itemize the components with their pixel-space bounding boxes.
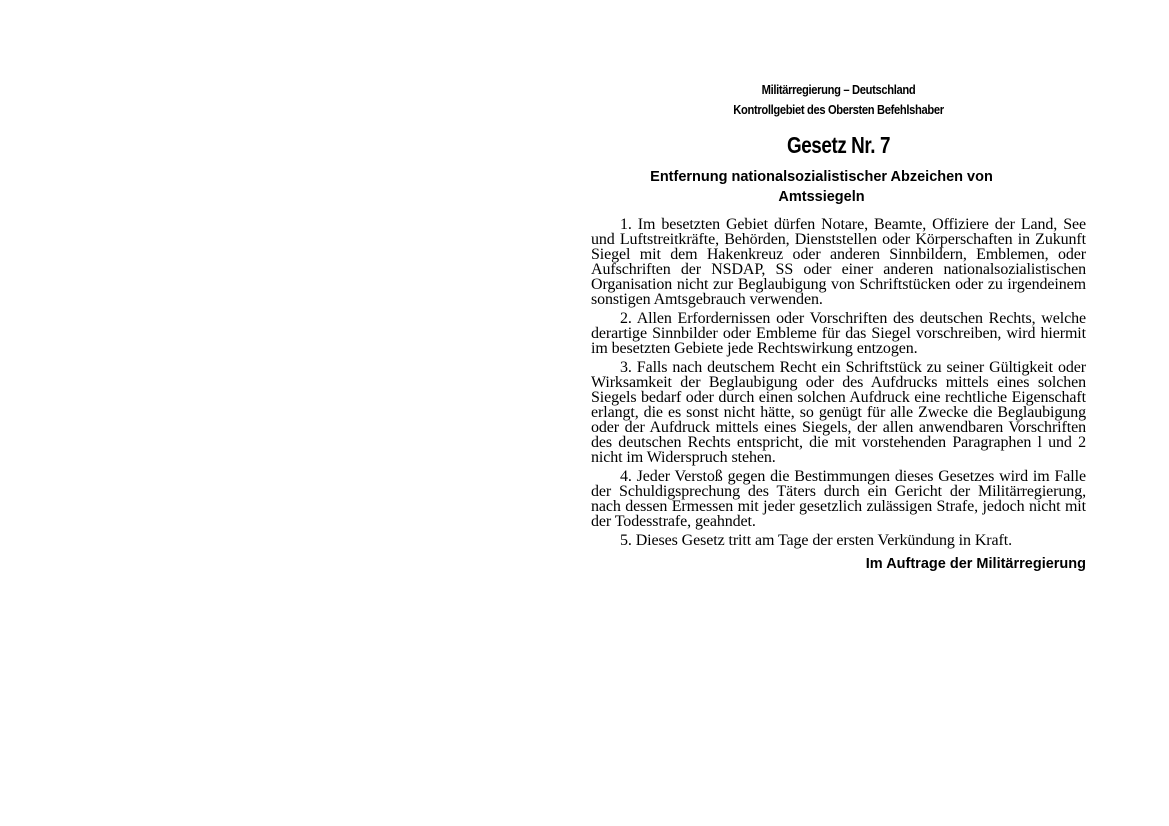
law-subtitle: Entfernung nationalsozialistischer Abzeichen von Amtssiegeln xyxy=(650,169,993,205)
issuing-authority: Militärregierung – Deutschland xyxy=(761,82,916,97)
control-area: Kontrollgebiet des Obersten Befehlshaber xyxy=(733,102,944,117)
law-title: Gesetz Nr. 7 xyxy=(786,132,891,158)
paragraph-1: 1. Im besetzten Gebiet dürfen Notare, Beamte, Offiziere der Land, See und Luftstreitkräfte, Behörden, Dienststellen oder Körperschaften in Zukunft Siegel mit dem Hakenkreuz oder anderen Sinnbildern, Emblemen, oder Aufschriften der NSDAP, SS oder einer anderen nationalsozialistischen Organisation nicht zur Beglaubigung von Schriftstücken oder zu irgendeinem sonstigen Amtsgebrauch verwenden. xyxy=(591,216,1086,308)
paragraph-3: 3. Falls nach deutschem Recht ein Schriftstück zu seiner Gültigkeit oder Wirksamkeit der Beglaubigung oder des Aufdrucks mittels eines solchen Siegels bedarf oder durch einen solchen Aufdruck eine rechtliche Eigenschaft erlangt, die es sonst nicht hätte, so genügt für alle Zwecke die Beglaubigung oder der Aufdruck mittels eines Siegels, der allen anwendbaren Vorschriften des deutschen Rechts entspricht, die mit vorstehenden Paragraphen l und 2 nicht im Widerspruch stehen. xyxy=(591,359,1086,466)
signature-line: Im Auftrage der Militärregierung xyxy=(865,556,1086,572)
paragraph-2: 2. Allen Erfordernissen oder Vorschriften des deutschen Rechts, welche derartige Sinnbilder oder Embleme für das Siegel vorschreiben, wird hiermit im besetzten Gebiete jede Rechtswirkung entzogen. xyxy=(591,310,1086,357)
law-text-column xyxy=(591,80,1086,573)
paragraph-5: 5. Dieses Gesetz tritt am Tage der ersten Verkündung in Kraft. xyxy=(620,532,1012,549)
paragraph-4: 4. Jeder Verstoß gegen die Bestimmungen dieses Gesetzes wird im Falle der Schuldigsprechung des Täters durch ein Gericht der Militärregierung, nach dessen Ermessen mit jeder gesetzlich zulässigen Strafe, jedoch nicht mit der Todesstrafe, geahndet. xyxy=(591,468,1086,530)
